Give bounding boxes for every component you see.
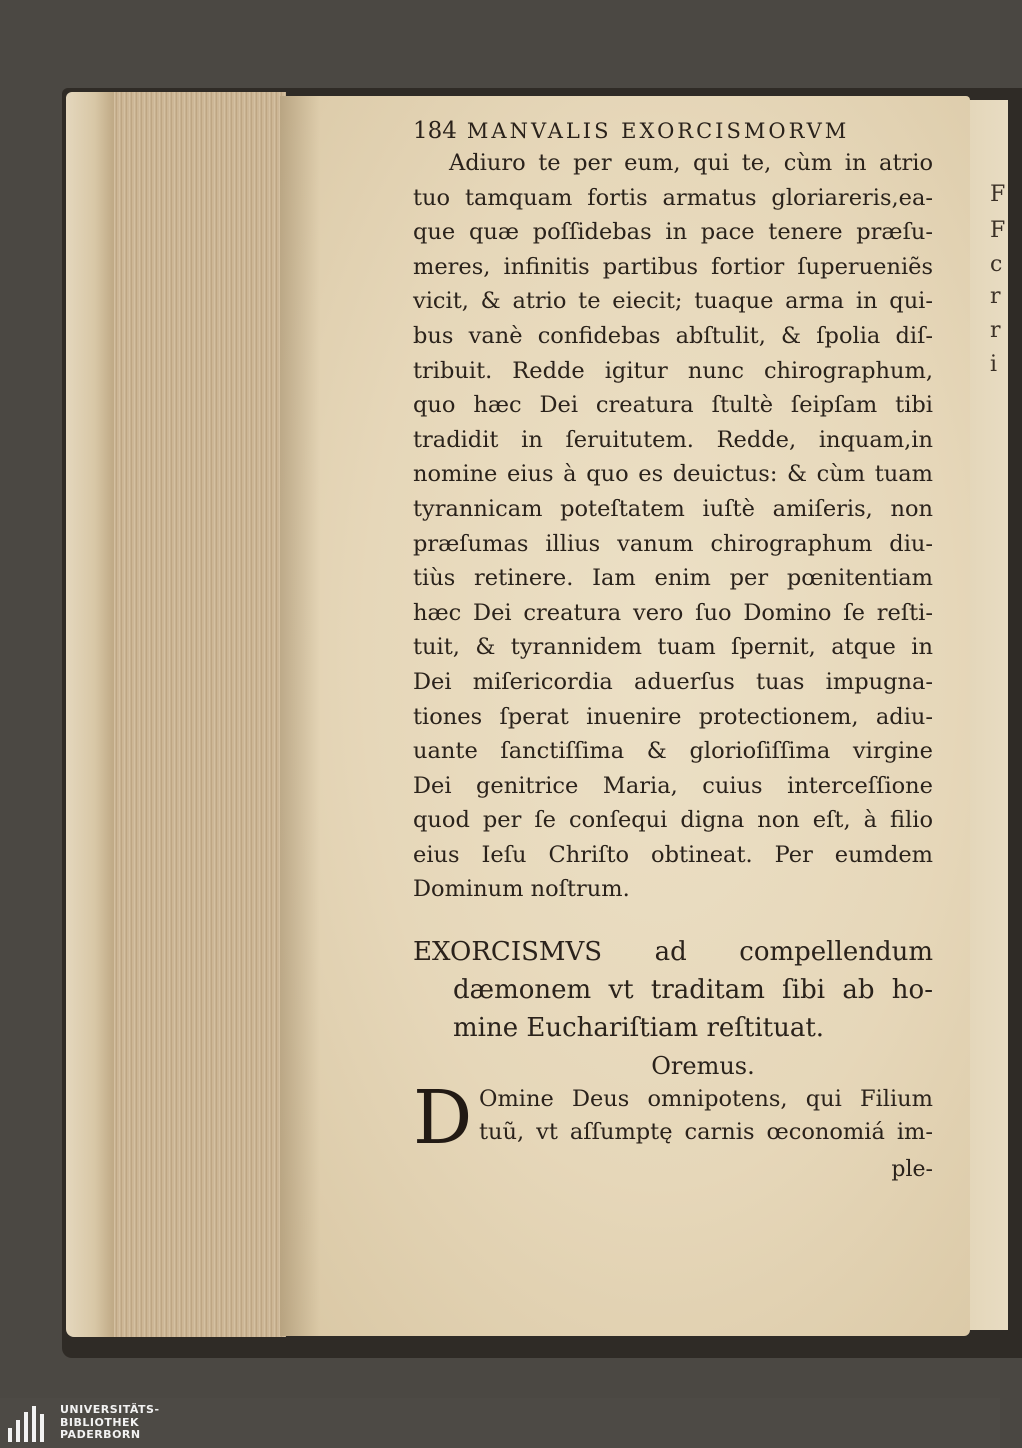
page-number: 184: [413, 118, 457, 144]
text-line: nomine eius à quo es deuictus: & cùm tuam: [413, 461, 933, 488]
library-line: BIBLIOTHEK: [60, 1415, 140, 1429]
section-title: [413, 933, 933, 1047]
body-paragraph: [413, 146, 933, 907]
text-line: hæc Dei creatura vero ſuo Domino ſe reſti-: [413, 599, 933, 626]
text-line: tuũ, vt aſſumptę carnis œconomiá im-: [479, 1119, 933, 1146]
library-footer: [0, 1398, 1000, 1448]
library-logo-icon: [8, 1406, 48, 1442]
running-head: [413, 118, 933, 144]
library-line: PADERBORN: [60, 1428, 141, 1441]
title-line: dæmonem vt traditam ſibi ab ho-: [453, 975, 933, 1006]
facing-letter: i: [990, 352, 998, 377]
text-line: præſumas illius vanum chirographum diu-: [413, 530, 933, 557]
text-line: vicit, & atrio te eiecit; tuaque arma in qui-: [413, 288, 933, 315]
facing-letter: r: [990, 284, 1001, 309]
library-name: [60, 1404, 160, 1442]
text-line: tribuit. Redde igitur nunc chirographum,: [413, 357, 933, 384]
text-line: meres, infinitis partibus fortior ſuperueniẽs: [413, 253, 933, 280]
text-line: Omine Deus omnipotens, qui Filium: [479, 1086, 933, 1113]
library-line: UNIVERSITÄTS-: [60, 1403, 160, 1416]
drop-cap: D: [413, 1075, 473, 1162]
text-line: que quæ poſſidebas in pace tenere præſu-: [413, 219, 933, 246]
catchword: ple-: [891, 1157, 933, 1183]
text-line: tradidit in ſeruitutem. Redde, inquam,in: [413, 426, 933, 453]
running-title: MANVALIS EXORCISMORVM: [466, 119, 850, 143]
text-line: uante ſanctiſſima & glorioſiſſima virgine: [413, 738, 933, 765]
facing-letter: r: [990, 318, 1001, 343]
text-line: bus vanè confidebas abſtulit, & ſpolia diſ-: [413, 322, 933, 349]
text-line: tuo tamquam fortis armatus gloriareris,ea-: [413, 184, 933, 211]
text-line: tiones ſperat inuenire protectionem, adiu-: [413, 703, 933, 730]
text-line: eius Ieſu Chriſto obtineat. Per eumdem: [413, 841, 933, 868]
facing-letter: F: [990, 218, 1006, 243]
text-line: Dominum noſtrum.: [413, 876, 630, 903]
text-line: quod per ſe conſequi digna non eſt, à filio: [413, 807, 933, 834]
title-line: EXORCISMVS ad compellendum: [413, 937, 933, 968]
title-line: mine Euchariſtiam reſtituat.: [453, 1013, 825, 1044]
text-line: Dei genitrice Maria, cuius interceſſione: [413, 772, 933, 799]
page-gutter: [280, 96, 320, 1336]
text-line: Adiuro te per eum, qui te, cùm in atrio: [449, 150, 933, 176]
page-text: [413, 118, 933, 1186]
text-line: tyrannicam poteſtatem iuſtè amiſeris, non: [413, 495, 933, 522]
text-line: quo hæc Dei creatura ſtultè ſeipſam tibi: [413, 392, 933, 419]
facing-letter: c: [990, 252, 1003, 277]
oremus-heading: Oremus.: [651, 1052, 755, 1081]
text-line: Dei miſericordia aduerſus tuas impugna-: [413, 668, 933, 695]
text-line: tuit, & tyrannidem tuam ſpernit, atque in: [413, 634, 933, 661]
book-cover-edge: [66, 92, 114, 1337]
facing-letter: F: [990, 182, 1006, 207]
prayer-paragraph: [413, 1075, 933, 1186]
text-line: tiùs retinere. Iam enim per pœnitentiam: [413, 565, 933, 592]
